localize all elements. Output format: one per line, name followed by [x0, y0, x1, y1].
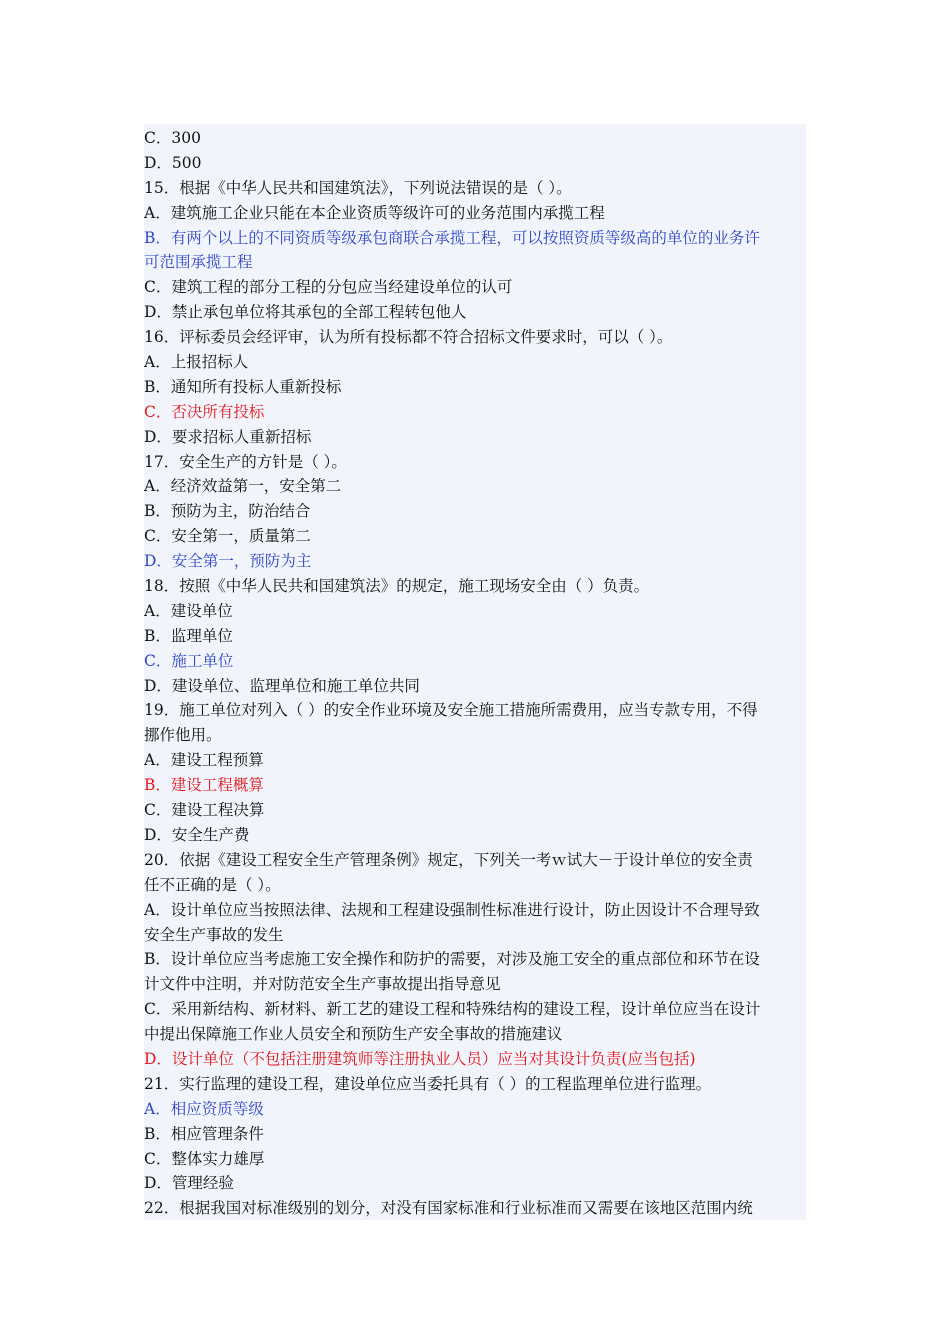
text-line: D．管理经验 — [144, 1174, 234, 1193]
text-line: D．建设单位、监理单位和施工单位共同 — [144, 676, 420, 695]
text-line: 任不正确的是（ ）。 — [144, 875, 281, 894]
text-line: 20．依据《建设工程安全生产管理条例》规定，下列关一考ｗ试大－于设计单位的安全责 — [144, 850, 753, 869]
text-line: D．安全第一，预防为主 — [144, 552, 312, 571]
text-line: C．施工单位 — [144, 651, 234, 670]
text-line: A．建设单位 — [144, 601, 233, 620]
text-line: B．通知所有投标人重新投标 — [144, 377, 342, 396]
text-line: D．500 — [144, 153, 202, 172]
text-line: A．上报招标人 — [144, 353, 249, 372]
text-line: B．建设工程概算 — [144, 776, 264, 795]
text-line: C．建筑工程的部分工程的分包应当经建设单位的认可 — [144, 278, 513, 297]
text-line: D．设计单位（不包括注册建筑师等注册执业人员）应当对其设计负责(应当包括) — [144, 1049, 696, 1068]
text-line: A．建筑施工企业只能在本企业资质等级许可的业务范围内承揽工程 — [144, 203, 605, 222]
text-line: C．采用新结构、新材料、新工艺的建设工程和特殊结构的建设工程，设计单位应当在设计 — [144, 1000, 761, 1019]
text-line: 可范围承揽工程 — [144, 253, 253, 272]
text-line: C．建设工程决算 — [144, 801, 265, 820]
text-line: A．设计单位应当按照法律、法规和工程建设强制性标准进行设计，防止因设计不合理导致 — [144, 900, 760, 919]
text-line: B．设计单位应当考虑施工安全操作和防护的需要，对涉及施工安全的重点部位和环节在设 — [144, 950, 760, 969]
text-line: B．有两个以上的不同资质等级承包商联合承揽工程，可以按照资质等级高的单位的业务许 — [144, 228, 760, 247]
text-line: 挪作他用。 — [144, 726, 222, 745]
text-line: C．安全第一，质量第二 — [144, 527, 311, 546]
text-line: 中提出保障施工作业人员安全和预防生产安全事故的措施建议 — [144, 1025, 563, 1044]
text-line: 22．根据我国对标准级别的划分，对没有国家标准和行业标准而又需要在该地区范围内统 — [144, 1199, 753, 1218]
text-line: B．监理单位 — [144, 626, 233, 645]
text-line: 安全生产事故的发生 — [144, 925, 284, 944]
document-text — [144, 126, 809, 1221]
text-line: 21．实行监理的建设工程，建设单位应当委托具有（ ）的工程监理单位进行监理。 — [144, 1074, 712, 1093]
text-line: B．相应管理条件 — [144, 1124, 264, 1143]
text-line: A．经济效益第一，安全第二 — [144, 477, 342, 496]
text-line: A．建设工程预算 — [144, 751, 264, 770]
text-line: D．安全生产费 — [144, 825, 250, 844]
text-line: A．相应资质等级 — [144, 1099, 264, 1118]
text-line: 15．根据《中华人民共和国建筑法》，下列说法错误的是（ ）。 — [144, 178, 572, 197]
text-line: D．要求招标人重新招标 — [144, 427, 312, 446]
text-line: C．300 — [144, 129, 201, 147]
text-line: D．禁止承包单位将其承包的全部工程转包他人 — [144, 303, 467, 322]
text-line: C．整体实力雄厚 — [144, 1149, 265, 1168]
text-line: 17．安全生产的方针是（ ）。 — [144, 452, 347, 471]
text-line: C．否决所有投标 — [144, 402, 265, 421]
text-line: 18．按照《中华人民共和国建筑法》的规定，施工现场安全由（ ）负责。 — [144, 577, 650, 596]
text-line: 16．评标委员会经评审，认为所有投标都不符合招标文件要求时，可以（ ）。 — [144, 328, 673, 347]
text-line: 计文件中注明，并对防范安全生产事故提出指导意见 — [144, 975, 501, 994]
text-line: 19．施工单位对列入（ ）的安全作业环境及安全施工措施所需费用，应当专款专用，不得 — [144, 701, 758, 720]
text-line: B．预防为主，防治结合 — [144, 502, 311, 521]
